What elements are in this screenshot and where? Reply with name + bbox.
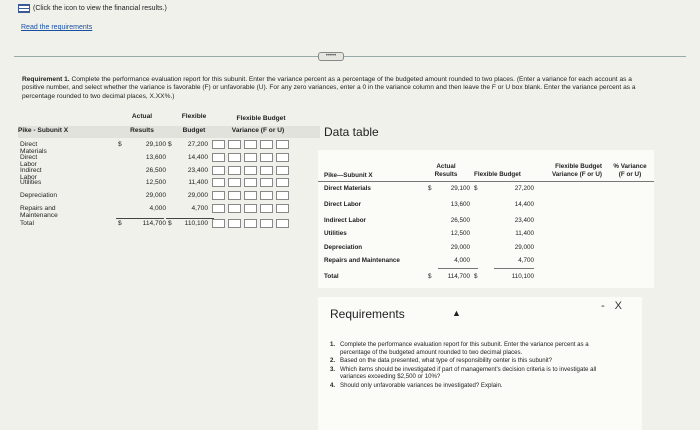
report-budget-value: 27,200 bbox=[187, 141, 208, 148]
dt-var-bottom: Variance (F or U) bbox=[551, 171, 602, 178]
requirement-text: Complete the performance evaluation report for this subunit. Enter the variance percent as a percentage of the budgeted amount rounded to two decimal places. bbox=[340, 341, 589, 356]
variance-input[interactable] bbox=[276, 204, 289, 213]
dt-budget-value: 27,200 bbox=[514, 185, 534, 192]
variance-percent-input[interactable] bbox=[244, 153, 257, 162]
report-actual-value: 26,500 bbox=[145, 167, 166, 174]
variance-fu-select[interactable] bbox=[228, 219, 241, 228]
report-budget-value: 29,000 bbox=[187, 192, 208, 199]
instructions-text: Complete the performance evaluation report for this subunit. Enter the variance percent as a percentage of the budgeted amount rounded to two places. (Enter a variance for each account as a positive number, and select whether the variance is favorable (F) or unfavorable (U). For any zero variances, enter a 0 in the variance column and then leave the F or U box blank. Enter the variance percent as a percentage rounded to two decimal places, X.XX%.) bbox=[22, 76, 636, 100]
variance-input[interactable] bbox=[276, 178, 289, 187]
variance-input[interactable] bbox=[260, 166, 273, 175]
dt-row-label: Depreciation bbox=[324, 244, 363, 251]
report-row-label: Direct Materials bbox=[20, 141, 47, 155]
variance-input[interactable] bbox=[260, 153, 273, 162]
close-button[interactable]: X bbox=[614, 300, 622, 312]
requirement-number: 3. bbox=[330, 365, 336, 373]
variance-input[interactable] bbox=[276, 191, 289, 200]
actual-header-bottom: Results bbox=[130, 127, 154, 134]
variance-amount-input[interactable] bbox=[212, 153, 225, 162]
expand-divider-button[interactable]: ••••• bbox=[318, 52, 344, 61]
variance-percent-input[interactable] bbox=[244, 219, 257, 228]
dt-row-header: Pike—Subunit X bbox=[324, 172, 373, 179]
report-actual-value: 13,600 bbox=[145, 154, 166, 161]
report-dollar-sign-2: $ bbox=[168, 141, 172, 148]
variance-amount-input[interactable] bbox=[212, 204, 225, 213]
data-table-title: Data table bbox=[324, 125, 379, 139]
variance-header-top: Flexible Budget bbox=[236, 115, 286, 122]
requirement-number: 4. bbox=[330, 381, 336, 389]
requirements-panel bbox=[318, 297, 642, 430]
variance-input[interactable] bbox=[260, 140, 273, 149]
dt-row-label: Total bbox=[324, 273, 339, 280]
requirement-item bbox=[330, 382, 616, 390]
dt-row-label: Repairs and Maintenance bbox=[324, 257, 400, 264]
variance-amount-input[interactable] bbox=[212, 191, 225, 200]
financial-results-hint[interactable] bbox=[18, 4, 167, 13]
actual-header-top: Actual bbox=[131, 113, 153, 120]
report-budget-value: 14,400 bbox=[187, 154, 208, 161]
variance-fu-select[interactable] bbox=[228, 178, 241, 187]
flex-header-top: Flexible bbox=[181, 113, 207, 120]
requirement-text: Based on the data presented, what type of responsibility center is this subunit? bbox=[340, 357, 553, 364]
variance-percent-input[interactable] bbox=[244, 166, 257, 175]
variance-amount-input[interactable] bbox=[212, 140, 225, 149]
dt-budget-value: 4,700 bbox=[518, 257, 534, 264]
report-actual-value: 114,700 bbox=[142, 220, 166, 227]
variance-percent-input[interactable] bbox=[244, 178, 257, 187]
variance-amount-input[interactable] bbox=[212, 178, 225, 187]
dt-total-rule bbox=[494, 268, 534, 269]
dt-actual-value: 29,100 bbox=[450, 185, 470, 192]
hint-text: (Click the icon to view the financial results.) bbox=[33, 5, 167, 12]
dt-total-rule bbox=[438, 268, 478, 269]
report-row-label: Repairs and Maintenance bbox=[20, 205, 58, 219]
variance-percent-input[interactable] bbox=[244, 204, 257, 213]
variance-input[interactable] bbox=[276, 219, 289, 228]
requirement-item bbox=[330, 341, 616, 356]
variance-fu-select[interactable] bbox=[228, 191, 241, 200]
report-dollar-sign-2: $ bbox=[168, 220, 172, 227]
variance-input[interactable] bbox=[260, 191, 273, 200]
requirement-number: 2. bbox=[330, 357, 336, 364]
variance-input[interactable] bbox=[276, 153, 289, 162]
dt-actual-value: 4,000 bbox=[454, 257, 470, 264]
report-dollar-sign: $ bbox=[118, 141, 122, 148]
dt-var-top: Flexible Budget bbox=[555, 163, 602, 170]
window-controls bbox=[601, 300, 622, 312]
report-budget-value: 4,700 bbox=[191, 205, 208, 212]
read-requirements bbox=[21, 24, 92, 31]
report-row-label: Utilities bbox=[20, 179, 42, 186]
variance-amount-input[interactable] bbox=[212, 166, 225, 175]
report-actual-value: 4,000 bbox=[149, 205, 166, 212]
dt-dollar-sign: $ bbox=[428, 185, 432, 192]
report-row-label: Total bbox=[20, 220, 34, 227]
dt-actual-value: 29,000 bbox=[450, 244, 470, 251]
section-divider bbox=[14, 56, 686, 57]
dt-actual-top: Actual bbox=[436, 163, 456, 170]
dt-header-rule bbox=[318, 181, 654, 182]
mouse-cursor-icon: ▲ bbox=[452, 308, 461, 318]
requirement-text: Which items should be investigated if part of management's decision criteria is to investigate all variances exceeding $2,500 or 10%? bbox=[340, 365, 597, 380]
instructions-bold: Requirement 1. bbox=[22, 76, 70, 83]
report-actual-value: 29,000 bbox=[145, 192, 166, 199]
variance-percent-input[interactable] bbox=[244, 140, 257, 149]
dt-actual-value: 114,700 bbox=[447, 273, 470, 280]
variance-fu-select[interactable] bbox=[228, 204, 241, 213]
requirements-title: Requirements bbox=[330, 307, 405, 321]
total-rule bbox=[116, 218, 164, 219]
dt-dollar-sign-2: $ bbox=[474, 273, 478, 280]
dt-row-label: Direct Materials bbox=[324, 185, 371, 192]
requirements-list bbox=[330, 341, 616, 390]
requirement-number: 1. bbox=[330, 341, 336, 348]
report-row-label: Depreciation bbox=[20, 192, 58, 199]
dt-pct-bottom: (F or U) bbox=[618, 171, 642, 178]
variance-input[interactable] bbox=[260, 178, 273, 187]
data-table bbox=[318, 150, 654, 288]
dt-actual-bottom: Results bbox=[434, 171, 458, 178]
report-row-label: Direct Labor bbox=[20, 154, 38, 168]
variance-input[interactable] bbox=[260, 204, 273, 213]
dt-actual-value: 12,500 bbox=[450, 230, 470, 237]
report-budget-value: 110,100 bbox=[184, 220, 208, 227]
requirement-item bbox=[330, 357, 616, 365]
dt-row-label: Indirect Labor bbox=[324, 217, 366, 224]
variance-input[interactable] bbox=[260, 219, 273, 228]
report-actual-value: 29,100 bbox=[145, 141, 166, 148]
total-rule bbox=[166, 218, 214, 219]
report-row-header: Pike - Subunit X bbox=[18, 127, 69, 134]
dt-actual-value: 13,600 bbox=[450, 201, 470, 208]
variance-fu-select[interactable] bbox=[228, 166, 241, 175]
requirement-instructions bbox=[22, 76, 642, 101]
report-dollar-sign: $ bbox=[118, 220, 122, 227]
dt-budget-value: 14,400 bbox=[514, 201, 534, 208]
dt-budget-value: 29,000 bbox=[514, 244, 534, 251]
variance-percent-input[interactable] bbox=[244, 191, 257, 200]
dt-actual-value: 26,500 bbox=[450, 217, 470, 224]
dt-pct-top: % Variance bbox=[613, 163, 647, 170]
dt-budget-value: 23,400 bbox=[514, 217, 534, 224]
variance-input[interactable] bbox=[276, 140, 289, 149]
dt-flex-header: Flexible Budget bbox=[474, 171, 521, 178]
dt-row-label: Utilities bbox=[324, 230, 347, 237]
variance-amount-input[interactable] bbox=[212, 219, 225, 228]
dt-dollar-sign-2: $ bbox=[474, 185, 478, 192]
dt-row-label: Direct Labor bbox=[324, 201, 362, 208]
report-budget-value: 23,400 bbox=[187, 167, 208, 174]
variance-fu-select[interactable] bbox=[228, 140, 241, 149]
minimize-button[interactable]: - bbox=[600, 300, 605, 312]
flex-header-bottom: Budget bbox=[182, 127, 206, 134]
dt-dollar-sign: $ bbox=[428, 273, 432, 280]
variance-header-bottom: Variance (F or U) bbox=[231, 127, 285, 134]
variance-fu-select[interactable] bbox=[228, 153, 241, 162]
dt-budget-value: 110,100 bbox=[511, 273, 534, 280]
requirement-text: Should only unfavorable variances be investigated? Explain. bbox=[340, 381, 503, 389]
report-budget-value: 11,400 bbox=[188, 179, 208, 186]
table-icon[interactable] bbox=[18, 4, 30, 13]
requirement-item bbox=[330, 366, 616, 381]
report-actual-value: 12,500 bbox=[145, 179, 166, 186]
variance-input[interactable] bbox=[276, 166, 289, 175]
report-row-label: Indirect Labor bbox=[20, 167, 42, 181]
requirements-link[interactable]: Read the requirements bbox=[21, 24, 93, 31]
dt-budget-value: 11,400 bbox=[515, 230, 534, 237]
